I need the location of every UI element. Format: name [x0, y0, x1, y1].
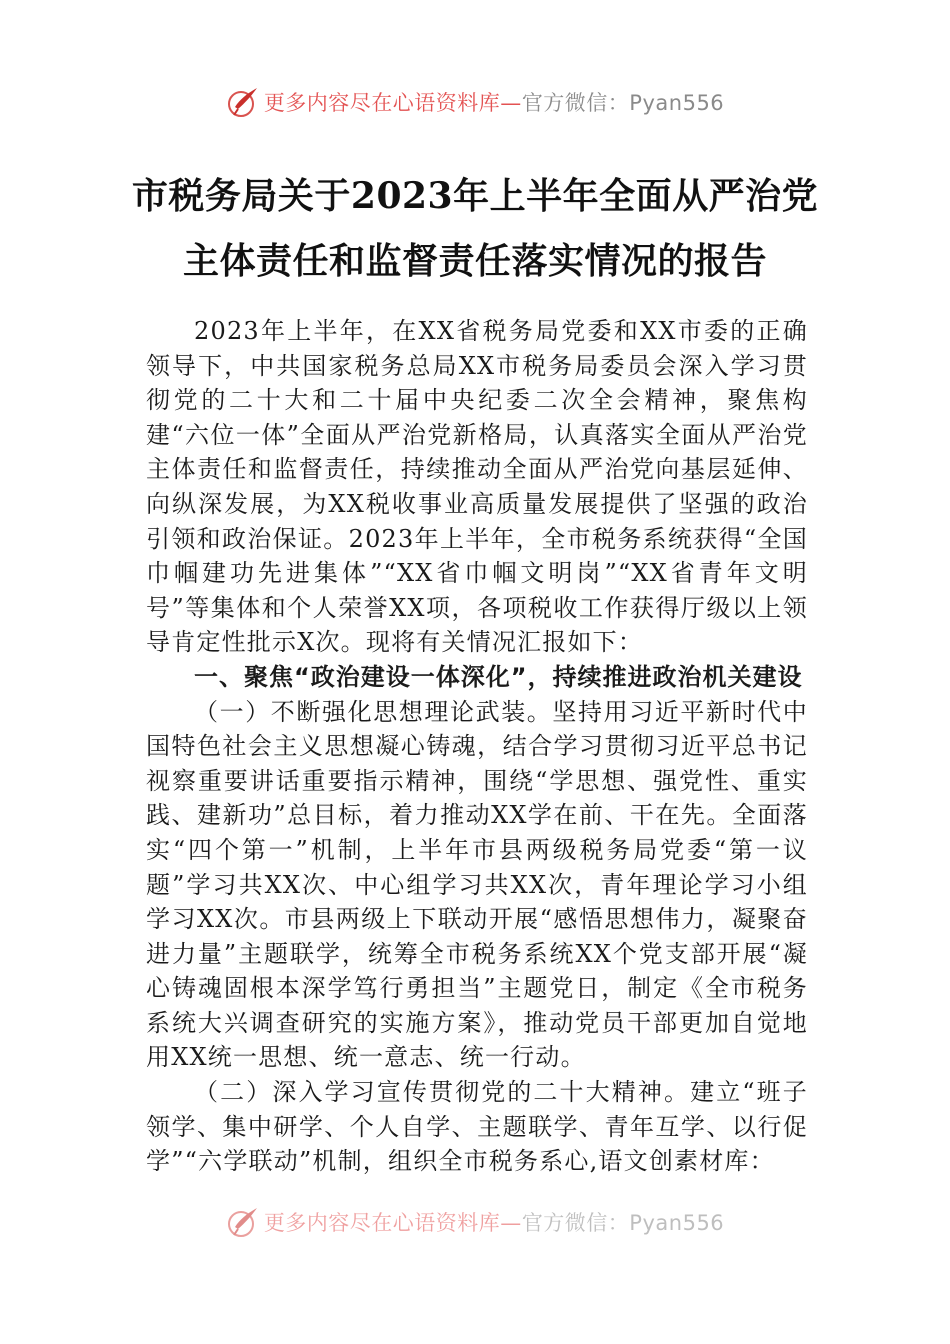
watermark-footer	[0, 1202, 950, 1242]
watermark-header	[0, 82, 950, 122]
quill-logo-icon	[226, 1205, 260, 1239]
document-title-line-1: 市税务局关于2023年上半年全面从严治党	[131, 175, 819, 217]
watermark-contact: 官方微信：Pyan556	[521, 91, 725, 115]
document-title-line-2: 主体责任和监督责任落实情况的报告	[182, 240, 767, 282]
watermark-main: 更多内容尽在心语资料库—	[263, 1211, 522, 1235]
intro-paragraph: 2023年上半年，在XX省税务局党委和XX市委的正确领导下，中共国家税务总局XX市税务局委员会深入学习贯彻党的二十大和二十届中央纪委二次全会精神，聚焦构建“六位一体”全面从严治党新格局，认真落实全面从严治党主体责任和监督责任，持续推动全面从严治党向基层延伸、向纵深发展，为XX税收事业高质量发展提供了坚强的政治引领和政治保证。2023年上半年，全市税务系统获得“全国巾帼建功先进集体”“XX省巾帼文明岗”“XX省青年文明号”等集体和个人荣誉XX项，各项税收工作获得厅级以上领导肯定性批示X次。现将有关情况汇报如下：	[146, 317, 808, 657]
watermark-text	[264, 87, 724, 117]
watermark-text	[264, 1207, 724, 1237]
watermark-contact: 官方微信：Pyan556	[521, 1211, 725, 1235]
document-body	[146, 314, 808, 1179]
subsection-paragraph-1: （一）不断强化思想理论武装。坚持用习近平新时代中国特色社会主义思想凝心铸魂，结合学习贯彻习近平总书记视察重要讲话重要指示精神，围绕“学思想、强党性、重实践、建新功”总目标，着力推动XX学在前、干在先。全面落实“四个第一”机制，上半年市县两级税务局党委“第一议题”学习共XX次、中心组学习共XX次，青年理论学习小组学习XX次。市县两级上下联动开展“感悟思想伟力，凝聚奋进力量”主题联学，统筹全市税务系统XX个党支部开展“凝心铸魂固根本深学笃行勇担当”主题党日，制定《全市税务系统大兴调查研究的实施方案》，推动党员干部更加自觉地用XX统一思想、统一意志、统一行动。	[146, 697, 808, 1072]
quill-logo-icon	[226, 85, 260, 119]
section-heading-1: 一、聚焦“政治建设一体深化”，持续推进政治机关建设	[194, 662, 803, 691]
watermark-main: 更多内容尽在心语资料库—	[263, 91, 522, 115]
subsection-paragraph-2: （二）深入学习宣传贯彻党的二十大精神。建立“班子领学、集中研学、个人自学、主题联学、青年互学、以行促学”“六学联动”机制，组织全市税务系心,语文创素材库：	[146, 1078, 808, 1176]
